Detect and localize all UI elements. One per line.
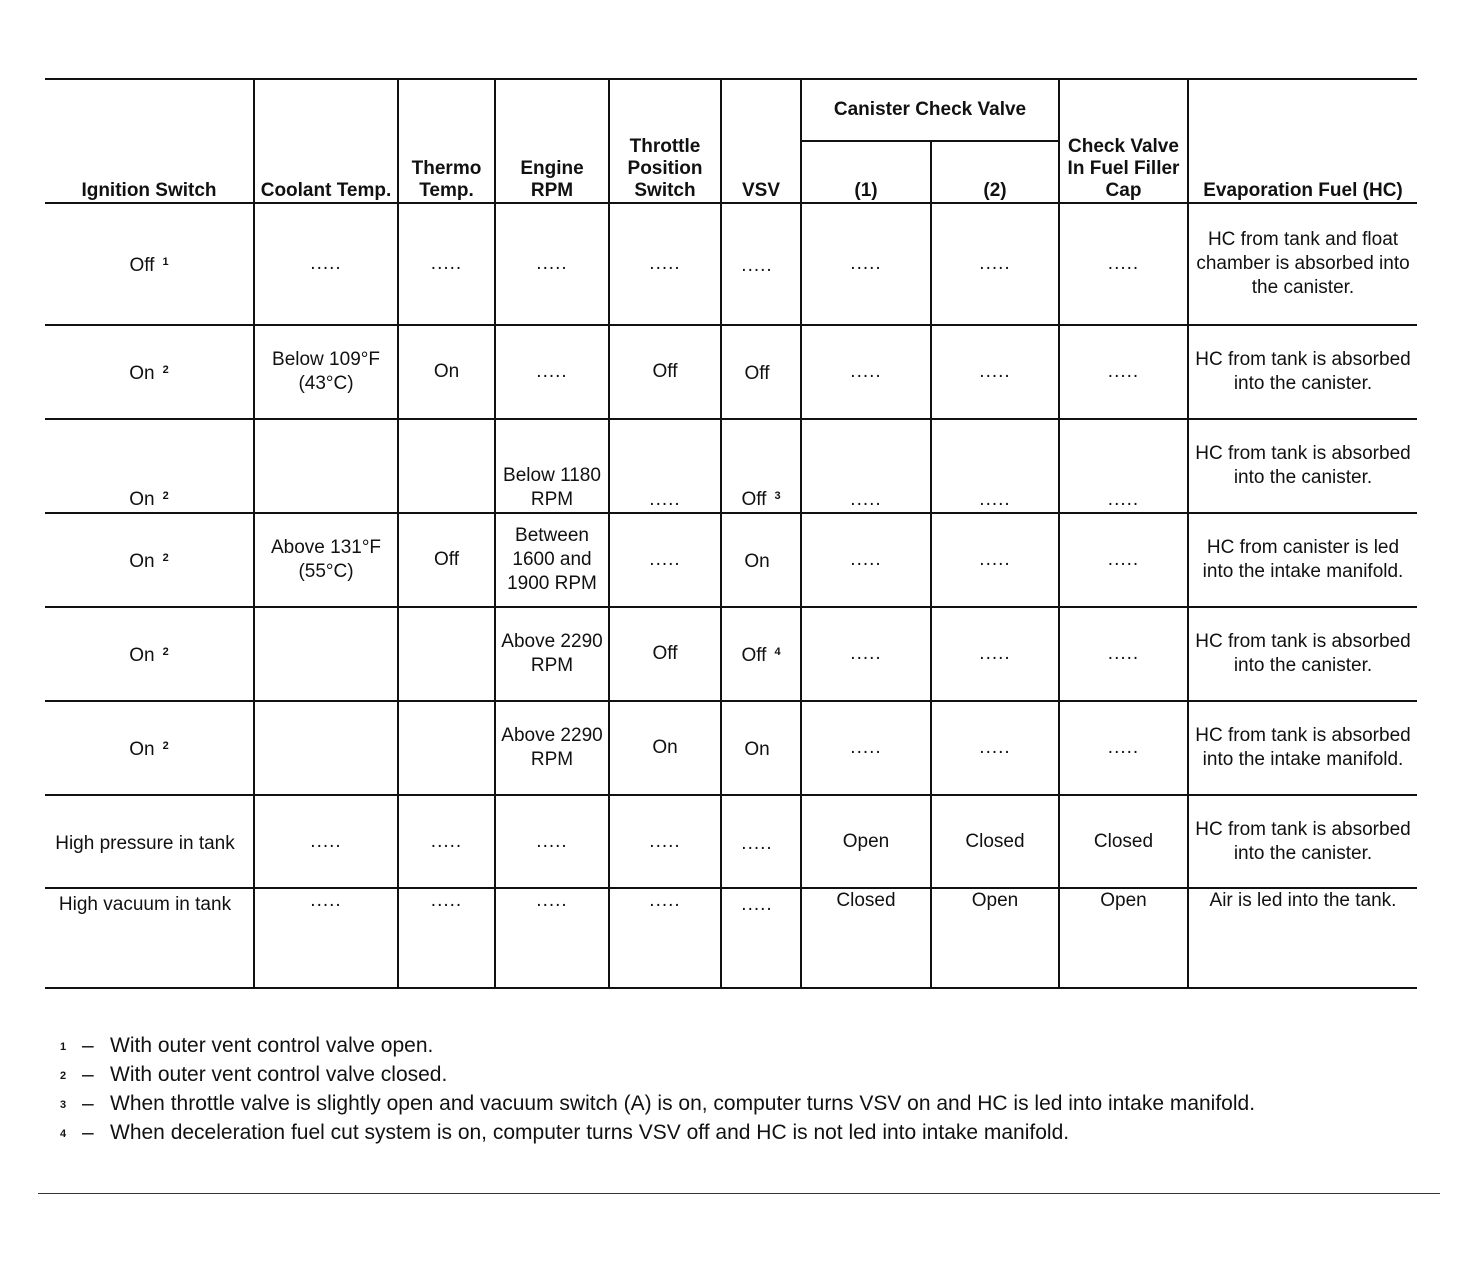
cell-canister-1: ..... (801, 325, 931, 419)
cell-filler-cap: ..... (1059, 203, 1188, 325)
cell-canister-2: ..... (931, 419, 1059, 513)
cell-vsv: ..... (721, 795, 801, 888)
cell-throttle: Off (609, 325, 721, 419)
table-row (45, 419, 1417, 513)
footnote-item (60, 1032, 1415, 1061)
cell-thermo: Off (398, 513, 495, 607)
cell-canister-1: ..... (801, 607, 931, 701)
cell-thermo: ..... (398, 203, 495, 325)
footnote-marker: 3 (60, 1099, 67, 1111)
footnote-dash: – (82, 1092, 94, 1115)
table-row (45, 795, 1417, 888)
cell-throttle: ..... (609, 513, 721, 607)
footnote-marker: 2 (162, 552, 169, 564)
cell-canister-1: Closed (801, 888, 931, 988)
cell-ignition: On $^2$ (45, 701, 254, 795)
cell-vsv: Off $^3$ (721, 419, 801, 513)
cell-filler-cap: ..... (1059, 701, 1188, 795)
header-throttle-position-switch: Throttle Position Switch (609, 79, 721, 203)
cell-throttle: On (609, 701, 721, 795)
cell-evaporation: HC from tank is absorbed into the canister. (1188, 795, 1417, 888)
cell-thermo: ..... (398, 795, 495, 888)
cell-thermo (398, 607, 495, 701)
cell-canister-2: ..... (931, 513, 1059, 607)
cell-canister-2: Open (931, 888, 1059, 988)
cell-canister-1: Open (801, 795, 931, 888)
footnote-marker: 3 (774, 490, 781, 502)
evap-control-table-container (45, 78, 1417, 989)
cell-coolant (254, 607, 398, 701)
footnote-text: With outer vent control valve open. (110, 1034, 434, 1057)
header-check-valve-filler-cap: Check Valve In Fuel Filler Cap (1059, 79, 1188, 203)
cell-filler-cap: Closed (1059, 795, 1188, 888)
table-row (45, 701, 1417, 795)
cell-vsv: ..... (721, 203, 801, 325)
footnote-item (60, 1090, 1415, 1119)
footnote-marker: 4 (60, 1128, 67, 1140)
header-ignition-switch: Ignition Switch (45, 79, 254, 203)
cell-engine-rpm: ..... (495, 795, 609, 888)
header-evaporation-fuel: Evaporation Fuel (HC) (1188, 79, 1417, 203)
table-row (45, 607, 1417, 701)
cell-thermo (398, 419, 495, 513)
cell-ignition: On $^2$ (45, 325, 254, 419)
footnote-dash: – (82, 1063, 94, 1086)
header-vsv: VSV (721, 79, 801, 203)
cell-engine-rpm: ..... (495, 888, 609, 988)
footnote-dash: – (82, 1034, 94, 1057)
cell-throttle: ..... (609, 795, 721, 888)
cell-coolant: ..... (254, 888, 398, 988)
header-thermo-temp: Thermo Temp. (398, 79, 495, 203)
footnote-marker: 2 (162, 740, 169, 752)
cell-filler-cap: ..... (1059, 325, 1188, 419)
footnote-item (60, 1119, 1415, 1148)
cell-evaporation: HC from tank is absorbed into the canister. (1188, 419, 1417, 513)
cell-engine-rpm: ..... (495, 203, 609, 325)
cell-engine-rpm: Above 2290 RPM (495, 701, 609, 795)
footnote-marker: 1 (60, 1041, 67, 1053)
footnote-text: When throttle valve is slightly open and vacuum switch (A) is on, computer turns VSV on and HC is led into intake manifold. (110, 1092, 1256, 1115)
cell-canister-2: ..... (931, 203, 1059, 325)
table-row (45, 513, 1417, 607)
footnotes (60, 1032, 1415, 1148)
cell-throttle: ..... (609, 888, 721, 988)
cell-coolant: ..... (254, 795, 398, 888)
cell-coolant: ..... (254, 203, 398, 325)
cell-canister-1: ..... (801, 419, 931, 513)
cell-evaporation: HC from tank is absorbed into the intake manifold. (1188, 701, 1417, 795)
table-row (45, 888, 1417, 988)
footnote-marker: 1 (162, 256, 169, 268)
cell-vsv: Off (721, 325, 801, 419)
header-canister-valve-1: (1) (801, 141, 931, 203)
cell-engine-rpm: Between 1600 and 1900 RPM (495, 513, 609, 607)
cell-throttle: Off (609, 607, 721, 701)
footnote-marker: 4 (774, 646, 781, 658)
cell-thermo: On (398, 325, 495, 419)
cell-vsv: Off $^4$ (721, 607, 801, 701)
cell-filler-cap: ..... (1059, 419, 1188, 513)
cell-evaporation: Air is led into the tank. (1188, 888, 1417, 988)
cell-canister-2: ..... (931, 325, 1059, 419)
page-divider (38, 1193, 1440, 1194)
cell-coolant (254, 701, 398, 795)
cell-filler-cap: ..... (1059, 513, 1188, 607)
footnote-text: With outer vent control valve closed. (110, 1063, 448, 1086)
cell-coolant: Above 131°F (55°C) (254, 513, 398, 607)
footnote-dash: – (82, 1121, 94, 1144)
cell-evaporation: HC from tank is absorbed into the canister. (1188, 325, 1417, 419)
footnote-marker: 2 (162, 364, 169, 376)
cell-ignition: On $^2$ (45, 607, 254, 701)
cell-vsv: ..... (721, 888, 801, 988)
header-canister-check-valve: Canister Check Valve (801, 79, 1059, 141)
cell-vsv: On (721, 701, 801, 795)
header-canister-valve-2: (2) (931, 141, 1059, 203)
evap-control-table (45, 78, 1417, 989)
footnote-item (60, 1061, 1415, 1090)
footnote-text: When deceleration fuel cut system is on, computer turns VSV off and HC is not led into intake manifold. (110, 1121, 1070, 1144)
cell-engine-rpm: ..... (495, 325, 609, 419)
cell-canister-1: ..... (801, 701, 931, 795)
footnote-marker: 2 (162, 646, 169, 658)
cell-thermo (398, 701, 495, 795)
header-coolant-temp: Coolant Temp. (254, 79, 398, 203)
cell-canister-2: Closed (931, 795, 1059, 888)
table-row (45, 325, 1417, 419)
cell-coolant (254, 419, 398, 513)
cell-canister-2: ..... (931, 607, 1059, 701)
cell-ignition: High pressure in tank (45, 795, 254, 888)
cell-ignition: On $^2$ (45, 419, 254, 513)
cell-canister-1: ..... (801, 513, 931, 607)
cell-evaporation: HC from tank and float chamber is absorbed into the canister. (1188, 203, 1417, 325)
cell-filler-cap: Open (1059, 888, 1188, 988)
table-row (45, 203, 1417, 325)
cell-evaporation: HC from canister is led into the intake manifold. (1188, 513, 1417, 607)
cell-thermo: ..... (398, 888, 495, 988)
header-engine-rpm: Engine RPM (495, 79, 609, 203)
cell-coolant: Below 109°F (43°C) (254, 325, 398, 419)
footnote-marker: 2 (60, 1070, 67, 1082)
cell-ignition: High vacuum in tank (45, 888, 254, 988)
cell-ignition: On $^2$ (45, 513, 254, 607)
cell-throttle: ..... (609, 203, 721, 325)
cell-canister-2: ..... (931, 701, 1059, 795)
cell-canister-1: ..... (801, 203, 931, 325)
cell-engine-rpm: Above 2290 RPM (495, 607, 609, 701)
footnote-marker: 2 (162, 490, 169, 502)
cell-engine-rpm: Below 1180 RPM (495, 419, 609, 513)
cell-vsv: On (721, 513, 801, 607)
cell-evaporation: HC from tank is absorbed into the canister. (1188, 607, 1417, 701)
cell-throttle: ..... (609, 419, 721, 513)
cell-filler-cap: ..... (1059, 607, 1188, 701)
cell-ignition: Off $^1$ (45, 203, 254, 325)
